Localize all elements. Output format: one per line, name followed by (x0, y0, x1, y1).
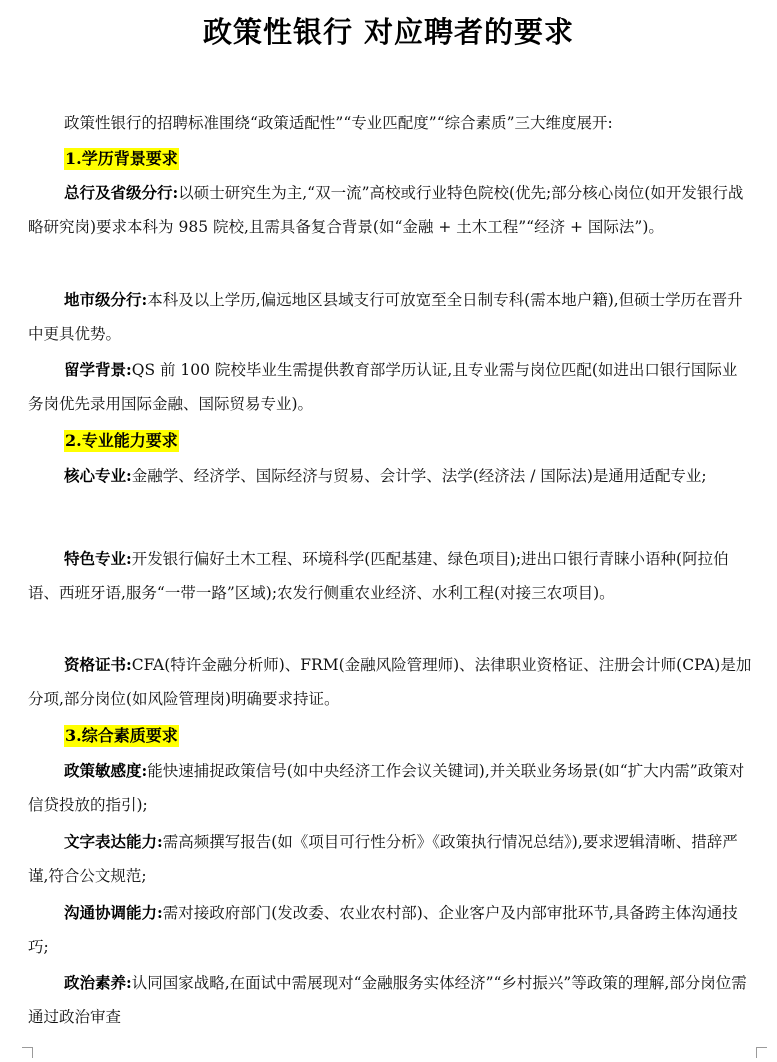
paragraph-city-branch (28, 283, 752, 351)
section-heading-education: 1.学历背景要求 (65, 149, 178, 168)
label-head-office: 总行及省级分行: (64, 183, 179, 202)
paragraph-political (28, 966, 752, 1034)
paragraph-policy-sensitivity (28, 754, 752, 822)
paragraph-core-major (28, 459, 752, 493)
text-city-branch: 本科及以上学历,偏远地区县域支行可放宽至全日制专科(需本地户籍),但硕士学历在晋升中更具优势。 (28, 291, 743, 343)
label-communication: 沟通协调能力: (64, 903, 163, 922)
intro-paragraph: 政策性银行的招聘标准围绕“政策适配性”“专业匹配度”“综合素质”三大维度展开: (64, 114, 613, 132)
label-policy-sensitivity: 政策敏感度: (64, 761, 148, 780)
label-core-major: 核心专业: (64, 466, 132, 485)
text-writing: 需高频撰写报告(如《项目可行性分析》《政策执行情况总结》),要求逻辑清晰、措辞严谨,符合公文规范; (28, 833, 738, 885)
paragraph-communication (28, 896, 752, 964)
label-special-major: 特色专业: (64, 549, 132, 568)
text-special-major: 开发银行偏好土木工程、环境科学(匹配基建、绿色项目);进出口银行青睐小语种(阿拉伯语、西班牙语,服务“一带一路”区域);农发行侧重农业经济、水利工程(对接三农项目)。 (28, 550, 729, 602)
label-overseas: 留学背景: (64, 360, 132, 379)
text-communication: 需对接政府部门(发改委、农业农村部)、企业客户及内部审批环节,具备跨主体沟通技巧; (28, 904, 738, 956)
page-corner-mark-left (22, 1047, 33, 1058)
paragraph-certificates (28, 648, 752, 716)
section-heading-professional: 2.专业能力要求 (65, 431, 178, 450)
text-head-office: 以硕士研究生为主,“双一流”高校或行业特色院校(优先;部分核心岗位(如开发银行战略研究岗)要求本科为 985 院校,且需具备复合背景(如“金融 + 土木工程”“经济 + 国际法”)。 (28, 184, 744, 236)
text-political: 认同国家战略,在面试中需展现对“金融服务实体经济”“乡村振兴”等政策的理解,部分岗位需通过政治审查 (28, 974, 747, 1026)
text-certificates: CFA(特许金融分析师)、FRM(金融风险管理师)、法律职业资格证、注册会计师(CPA)是加分项,部分岗位(如风险管理岗)明确要求持证。 (28, 656, 752, 708)
label-city-branch: 地市级分行: (64, 290, 148, 309)
text-core-major: 金融学、经济学、国际经济与贸易、会计学、法学(经济法 / 国际法)是通用适配专业; (131, 467, 707, 485)
paragraph-overseas (28, 353, 752, 421)
label-writing: 文字表达能力: (64, 832, 163, 851)
text-overseas: QS 前 100 院校毕业生需提供教育部学历认证,且专业需与岗位匹配(如进出口银行国际业务岗优先录用国际金融、国际贸易专业)。 (28, 361, 738, 413)
document-title: 政策性银行 对应聘者的要求 (202, 15, 575, 49)
label-certificates: 资格证书: (64, 655, 132, 674)
text-policy-sensitivity: 能快速捕捉政策信号(如中央经济工作会议关键词),并关联业务场景(如“扩大内需”政策对信贷投放的指引); (28, 762, 745, 814)
label-political: 政治素养: (64, 973, 132, 992)
paragraph-special-major (28, 542, 752, 610)
paragraph-writing (28, 825, 752, 893)
paragraph-head-office (28, 176, 752, 244)
section-heading-comprehensive: 3.综合素质要求 (65, 726, 178, 745)
page-corner-mark-right (756, 1047, 767, 1058)
